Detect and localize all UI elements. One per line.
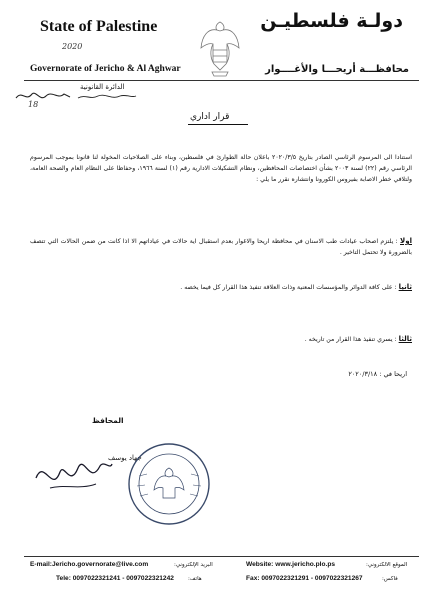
footer-website: Website: www.jericho.plo.ps [246,561,336,568]
header-arabic-subtitle: محافظـــة أريحـــا والأغــــوار [265,64,409,75]
footer-divider [24,556,419,557]
footer-email: E-mail:Jericho.governorate@live.com [30,561,149,568]
header-divider [24,80,419,81]
footer-telephone-label: هاتف: [188,576,202,582]
official-seal-icon [125,440,213,528]
item-2-text: : على كافة الدوائر والمؤسسات المعنية وذات العلاقة تنفيذ هذا القرار كل فيما يخصه . [180,284,397,291]
header-english-title: State of Palestine [40,18,158,35]
handwritten-initials-icon [76,90,138,102]
palestine-eagle-emblem-icon [198,18,242,80]
handwritten-year: 2020 [62,42,83,51]
footer-telephone: Tele: 0097022321241 - 0097022321242 [56,575,174,582]
footer-website-label: الموقع الالكتروني: [366,562,408,568]
decision-item-1 [30,236,412,258]
item-3-text: : يسري تنفيذ هذا القرار من تاريخه . [304,336,397,343]
item-3-label: ثالثا [398,335,412,343]
item-2-label: ثانيا [398,283,412,291]
handwritten-scribble-icon [14,88,72,104]
item-1-label: اولا [400,237,412,245]
governor-name: جهاد يوسف [108,454,142,462]
document-title: قرار اداري [190,112,230,122]
footer-fax: Fax: 0097022321291 - 0097022321267 [246,575,363,582]
governor-title: المحافظ [92,416,124,425]
handwritten-number: 18 [28,100,39,109]
footer-fax-label: فاكس: [382,576,398,582]
item-1-text: : يلتزم اصحاب عيادات طب الاسنان في محافظة اريحا والاغوار بعدم استقبال اية حالات في عياداتهم الا اذا كانت من ضمن الحالات التي تتصف بالضرورة ولا تحتمل التاخير . [30,238,412,256]
decision-item-2 [30,282,412,293]
title-underline [188,124,248,125]
intro-paragraph: استنادا الى المرسوم الرئاسي الصادر بتاريخ ٢٠٢٠/٣/٥ باعلان حالة الطوارئ في فلسطين، وبناء على الصلاحيات المخولة لنا قانونا بموجب المرسوم الرئاسي رقم (٢٢) لسنة ٢٠٠٣ بشأن اختصاصات المحافظين، ونظام التشكيلات الادارية رقم (١) لسنة ١٩٦٦، وحفاظا على النظام العام والصحة العامة، ولتلافي خطر الاصابة بفيروس الكورونا وانتشاره نقرر ما يلي : [30,154,413,183]
legal-department-stamp: الدائرة القانونية [80,83,125,91]
decision-date: اريحا في : ٢٠٢٠/٣/١٨ [348,370,407,378]
decision-item-3 [30,334,412,345]
header-arabic-title: دولـة فلسطيـن [260,10,403,32]
handwritten-signature-icon [30,448,116,502]
header-english-subtitle: Governorate of Jericho & Al Aghwar [30,64,181,74]
footer-email-label: البريد الإلكتروني: [174,562,213,568]
